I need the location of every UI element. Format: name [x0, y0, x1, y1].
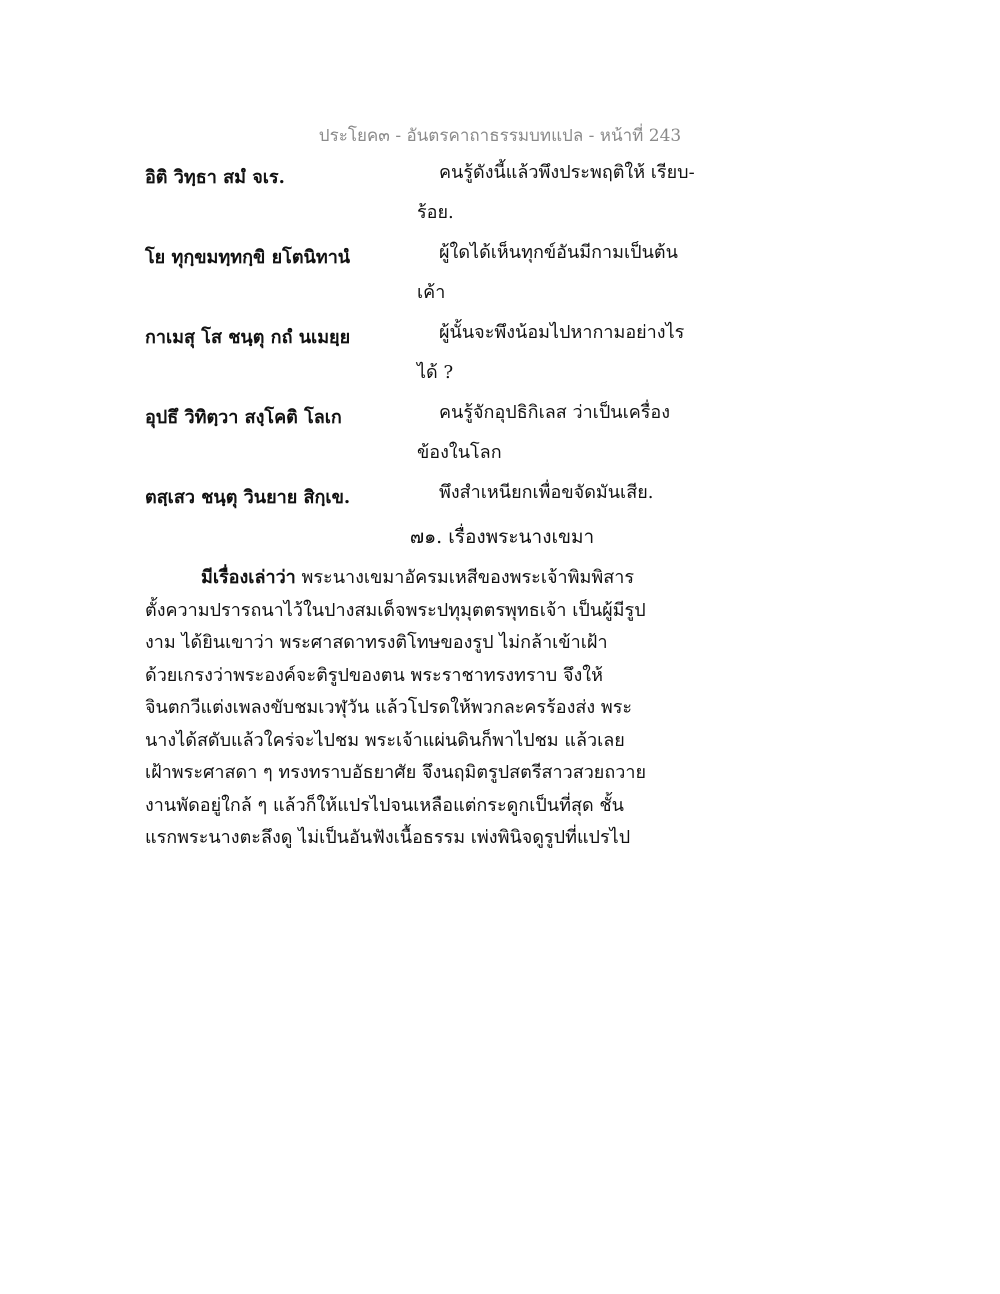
verse-row: [145, 482, 705, 522]
verse-translation: [417, 473, 717, 513]
verse-row: [145, 402, 705, 463]
story-first-line-text: พระนางเขมาอัครมเหสีของพระเจ้าพิมพิสาร: [295, 567, 635, 588]
body-line: งาม ได้ยินเขาว่า พระศาสดาทรงติโทษของรูป ไม่กล้าเข้าเฝ้า: [145, 632, 608, 653]
verse-translation: [417, 153, 717, 233]
verse-translation: [417, 233, 717, 313]
translation-line: ผู้นั้นจะพึงน้อมไปหากามอย่างไร: [439, 322, 685, 343]
body-line: ตั้งความปรารถนาไว้ในปางสมเด็จพระปทุมุตตรพุทธเจ้า เป็นผู้มีรูป: [145, 599, 646, 621]
body-line: นางได้สดับแล้วใคร่จะไปชม พระเจ้าแผ่นดินก็พาไปชม แล้วเลย: [145, 729, 625, 751]
translation-line: ร้อย.: [417, 202, 454, 223]
body-line: แรกพระนางตะลึงดู ไม่เป็นอันฟังเนื้อธรรม เพ่งพินิจดูรูปที่แปรไป: [145, 827, 631, 848]
page-header: ประโยค๓ - อันตรคาถาธรรมบทแปล - หน้าที่ 243: [318, 126, 682, 146]
verse-row: [145, 322, 705, 383]
story-body: [145, 562, 705, 855]
story-title: ๗๑. เรื่องพระนางเขมา: [409, 526, 595, 548]
translation-line: ผู้ใดได้เห็นทุกข์อันมีกามเป็นต้น: [439, 242, 678, 263]
translation-line: เค้า: [417, 282, 446, 303]
pali-verse: อุปธึ วิทิตฺวา สงฺโคติ โลเก: [145, 407, 342, 428]
translation-line: คนรู้จักอุปธิกิเลส ว่าเป็นเครื่อง: [439, 402, 671, 423]
translation-line: ได้ ?: [417, 362, 454, 383]
pali-verse: อิติ วิทฺธา สมํ จเร.: [145, 167, 285, 188]
verse-translation: [417, 393, 717, 473]
body-line: จินตกวีแต่งเพลงขับชมเวฬุวัน แล้วโปรดให้พวกละครร้องส่ง พระ: [145, 697, 633, 718]
pali-verse: กาเมสุ โส ชนฺตุ กถํ นเมยฺย: [145, 327, 351, 348]
translation-line: คนรู้ดังนี้แล้วพึงประพฤติให้ เรียบ-: [439, 162, 695, 183]
verse-translation: [417, 313, 717, 393]
body-line: ด้วยเกรงว่าพระองค์จะติรูปของตน พระราชาทรงทราบ จึงให้: [145, 664, 603, 686]
verse-row: [145, 242, 705, 303]
story-lead: มีเรื่องเล่าว่า: [201, 567, 296, 588]
body-line: เฝ้าพระศาสดา ๆ ทรงทราบอัธยาศัย จึงนฤมิตรูปสตรีสาวสวยถวาย: [145, 762, 647, 783]
pali-verse: ตสฺเสว ชนฺตุ วินยาย สิกฺเข.: [145, 487, 351, 508]
translation-line: พึงสำเหนียกเพื่อขจัดมันเสีย.: [439, 482, 654, 503]
pali-verse: โย ทุกฺขมทฺทกฺขิ ยโตนิทานํ: [145, 247, 351, 268]
body-line: [145, 562, 705, 595]
body-line: งานพัดอยู่ใกล้ ๆ แล้วก็ให้แปรไปจนเหลือแต่กระดูกเป็นที่สุด ชั้น: [145, 794, 624, 816]
verse-row: [145, 162, 705, 223]
translation-line: ข้องในโลก: [417, 442, 502, 463]
